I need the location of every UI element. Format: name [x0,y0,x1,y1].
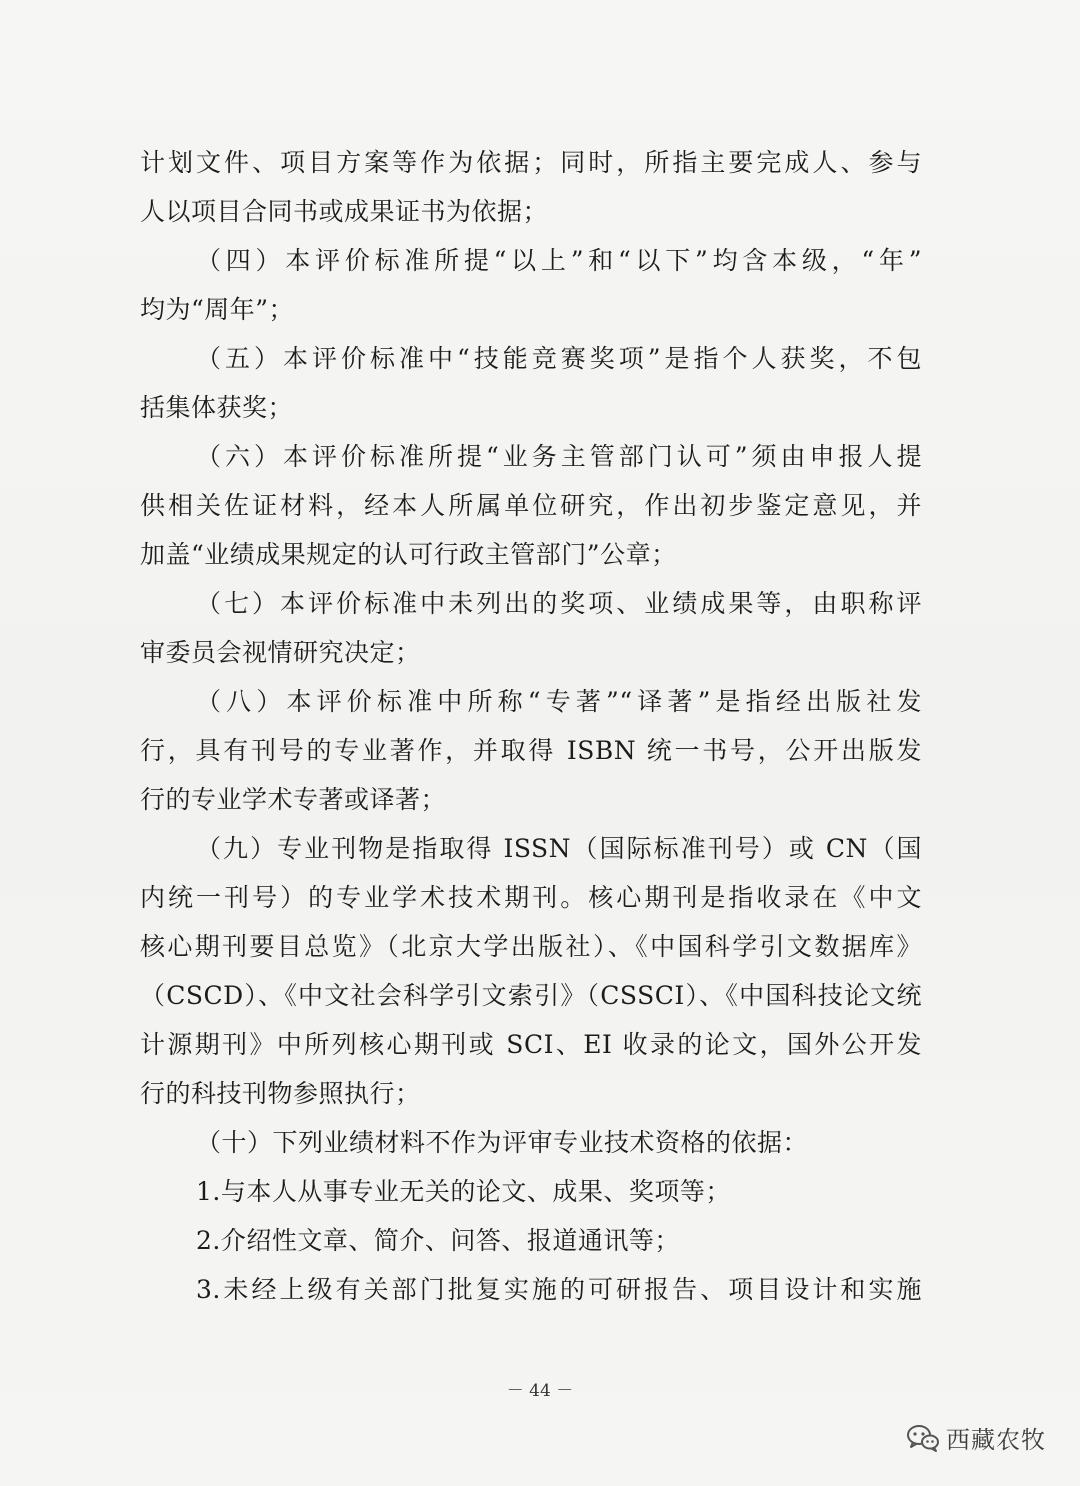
text-line: 行的科技刊物参照执行； [140,1079,421,1108]
text-line: 核心期刊要目总览》（北京大学出版社）、《中国科学引文数据库》 [140,932,922,961]
text-line: 计划文件、项目方案等作为依据；同时，所指主要完成人、参与 [140,148,922,177]
text-line: 人以项目合同书或成果证书为依据； [140,197,549,226]
text-line: 行，具有刊号的专业著作，并取得 ISBN 统一书号，公开出版发 [140,736,922,765]
text-line: （CSCD）、《中文社会科学引文索引》（CSSCI）、《中国科技论文统 [140,981,922,1010]
text-line: 均为“周年”； [140,295,295,324]
text-line: 2.介绍性文章、简介、问答、报道通讯等； [196,1226,680,1255]
text-line: 括集体获奖； [140,393,294,422]
text-line: （四）本评价标准所提“以上”和“以下”均含本级，“年” [196,246,922,275]
watermark [906,1420,1046,1455]
watermark-text: 西藏农牧 [946,1426,1046,1454]
text-line: 加盖“业绩成果规定的认可行政主管部门”公章； [140,540,677,569]
text-line: （九）专业刊物是指取得 ISSN（国际标准刊号）或 CN（国 [196,834,922,863]
document-body [140,138,922,1314]
text-line: （六）本评价标准所提“业务主管部门认可”须由申报人提 [196,442,922,471]
text-line: 1.与本人从事专业无关的论文、成果、奖项等； [196,1177,731,1206]
text-line: 内统一刊号）的专业学术技术期刊。核心期刊是指收录在《中文 [140,883,922,912]
wechat-icon [906,1423,940,1453]
text-line: （七）本评价标准中未列出的奖项、业绩成果等，由职称评 [196,589,922,618]
text-line: 审委员会视情研究决定； [140,638,421,667]
page-number: － 44 － [506,1381,574,1401]
text-line: 计源期刊》中所列核心期刊或 SCI、EI 收录的论文，国外公开发 [140,1030,922,1059]
text-line: （八）本评价标准中所称“专著”“译著”是指经出版社发 [196,687,922,716]
text-line: （五）本评价标准中“技能竞赛奖项”是指个人获奖，不包 [196,344,922,373]
text-line: 行的专业学术专著或译著； [140,785,447,814]
text-line: 3.未经上级有关部门批复实施的可研报告、项目设计和实施 [196,1275,922,1304]
text-line: 供相关佐证材料，经本人所属单位研究，作出初步鉴定意见，并 [140,491,922,520]
text-line: （十）下列业绩材料不作为评审专业技术资格的依据： [196,1128,809,1157]
